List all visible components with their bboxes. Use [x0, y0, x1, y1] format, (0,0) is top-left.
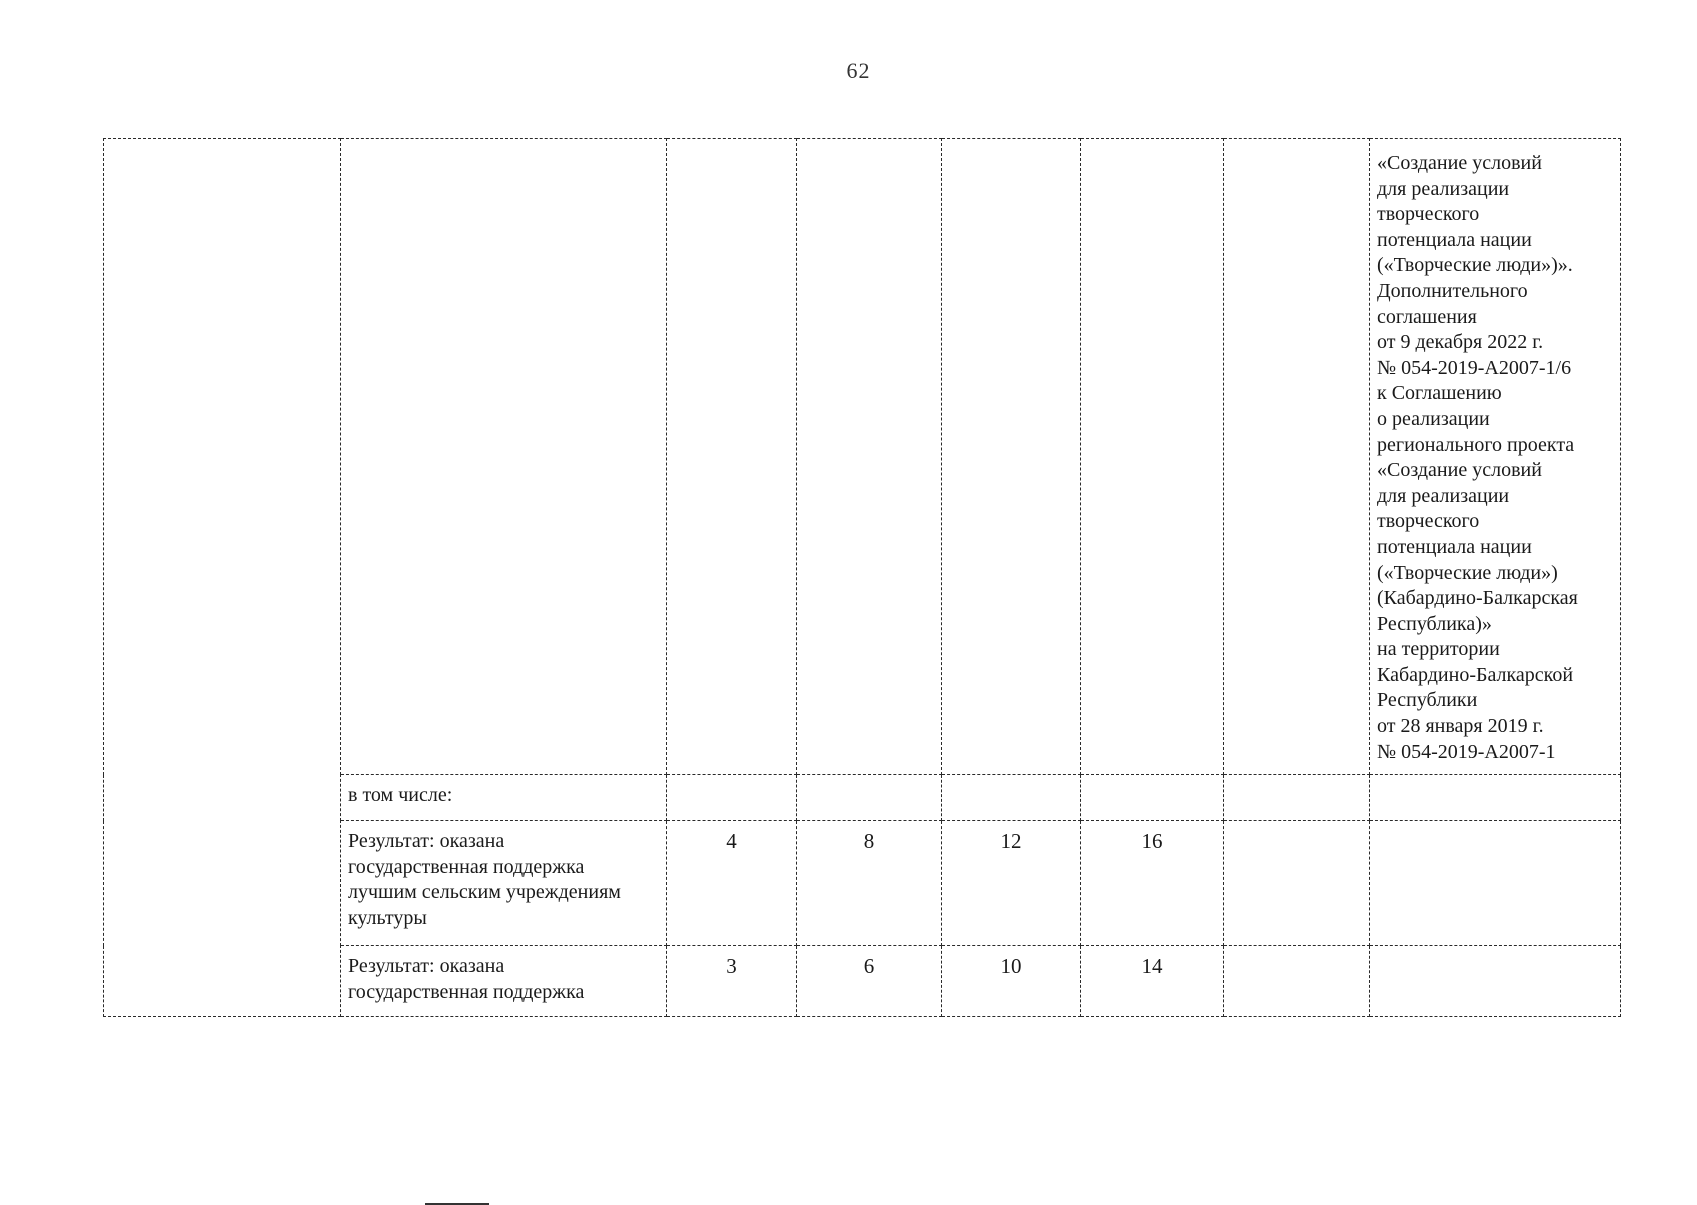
value-cell [797, 946, 942, 1017]
result-label-cell [341, 821, 667, 946]
table-cell [1370, 821, 1621, 946]
table-cell [942, 775, 1081, 821]
value: 14 [1141, 954, 1163, 978]
table-cell [667, 139, 797, 775]
value: 12 [1000, 829, 1022, 853]
table-cell [797, 775, 942, 821]
value-cell [667, 946, 797, 1017]
table-cell [1224, 821, 1370, 946]
value-cell [1081, 821, 1224, 946]
value: 8 [863, 829, 875, 853]
value: 4 [726, 829, 737, 853]
table-cell [1370, 946, 1621, 1017]
including-label: в том числе: [348, 784, 453, 806]
table-cell [341, 139, 667, 775]
agreement-reference-cell [1370, 139, 1621, 775]
value-cell [667, 821, 797, 946]
value: 10 [1000, 954, 1022, 978]
including-cell [341, 775, 667, 821]
page-number: 62 [846, 58, 871, 83]
agreement-reference-text: «Создание условий для реализации творческого потенциала нации («Творческие люди»)». Дополнительного соглашения от 9 декабря 2022 г. № 054-2019-А2007-1/6 к Соглашению о реализации регионального проекта «Создание условий для реализации творческого потенциала нации («Творческие люди») (Кабардино-Балкарская Республика)» на территории Кабардино-Балкарской Республики от 28 января 2019 г. № 054-2019-А2007-1 [1377, 152, 1578, 763]
table-cell [667, 775, 797, 821]
table-cell [1081, 775, 1224, 821]
table-row [104, 139, 1621, 775]
value: 16 [1141, 829, 1163, 853]
table-cell [1224, 946, 1370, 1017]
table-cell [1081, 139, 1224, 775]
value-cell [1081, 946, 1224, 1017]
value: 6 [863, 954, 875, 978]
table-cell [1370, 775, 1621, 821]
table-cell [942, 139, 1081, 775]
value: 3 [726, 954, 737, 978]
table-cell [797, 139, 942, 775]
table-cell [1224, 775, 1370, 821]
table-cell [1224, 139, 1370, 775]
result-label: Результат: оказана государственная поддержка лучшим сельским учреждениям культуры [348, 830, 621, 929]
value-cell [942, 821, 1081, 946]
result-label-cell [341, 946, 667, 1017]
result-label: Результат: оказана государственная поддержка [348, 955, 585, 1003]
document-table [103, 138, 1621, 1017]
empty-first-column [104, 139, 341, 1017]
value-cell [797, 821, 942, 946]
value-cell [942, 946, 1081, 1017]
